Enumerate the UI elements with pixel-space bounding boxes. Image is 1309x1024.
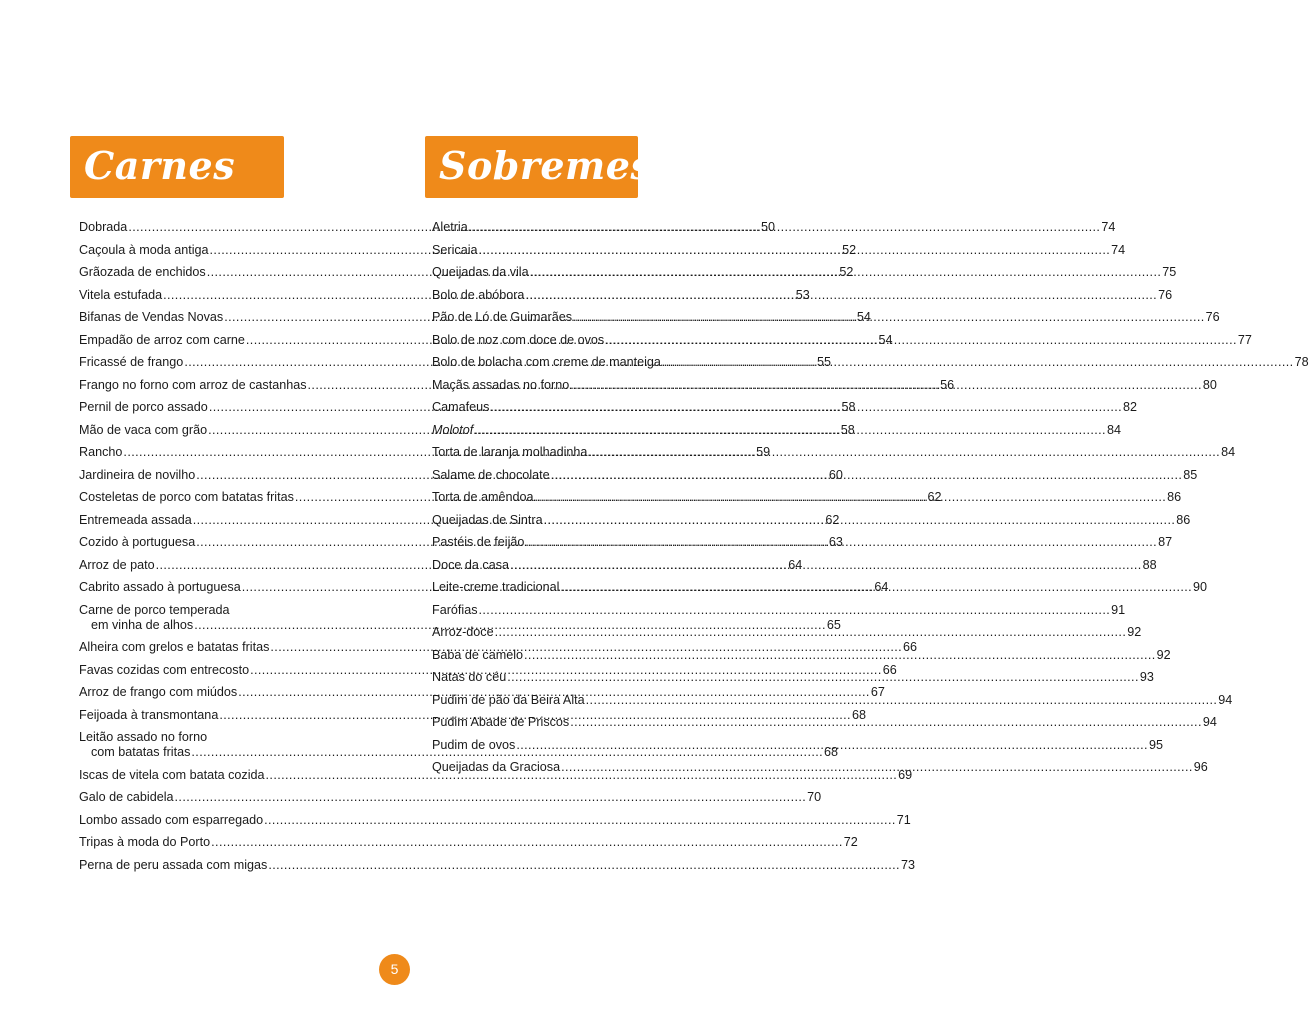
toc-entry: [79, 857, 915, 881]
toc-entry-page: 59: [756, 445, 771, 459]
toc-leader-dots: [510, 558, 1142, 573]
toc-leader-dots: [561, 760, 1193, 775]
toc-entry-name: Caçoula à moda antiga: [79, 242, 209, 257]
toc-leader-dots: [551, 468, 1183, 483]
toc-entry-name: Arroz-doce: [432, 625, 494, 639]
toc-leader-dots: [588, 445, 1220, 460]
toc-entry-name: Sericaia: [432, 242, 478, 257]
toc-entry-page: 66: [882, 662, 897, 677]
toc-entry-name: Bolo de bolacha com creme de manteiga: [432, 355, 661, 369]
toc-entry-name: Queijadas da vila: [432, 265, 529, 279]
toc-leader-dots: [570, 378, 1202, 393]
toc-entry-name: Carne de porco temperada: [79, 602, 230, 617]
toc-entry-page: 66: [903, 640, 918, 654]
toc-leader-dots: [544, 513, 1176, 528]
toc-entry-name: Favas cozidas com entrecosto: [79, 662, 250, 677]
toc-entry-page: 90: [1193, 580, 1208, 594]
toc-leader-dots: [490, 400, 1122, 415]
toc-entry-page: 93: [1139, 670, 1154, 684]
toc-entry-name: Queijadas de Sintra: [432, 512, 543, 527]
toc-entry-page: 77: [1237, 332, 1252, 347]
toc-entry-page: 67: [870, 685, 885, 699]
toc-entry-name-continued: em vinha de alhos: [91, 617, 194, 632]
toc-entry-name: Natas do céu: [432, 670, 507, 684]
toc-entry-page: 55: [816, 355, 831, 369]
toc-entry-page: 71: [896, 812, 911, 827]
toc-entry-page: 92: [1127, 625, 1142, 639]
toc-leader-dots: [573, 310, 1205, 325]
toc-entry-name: Baba de camelo: [432, 647, 524, 662]
toc-entry-page: 54: [878, 332, 893, 347]
toc-entry-name: Fricassé de frango: [79, 355, 184, 369]
toc-entry-page: 92: [1156, 647, 1171, 662]
toc-leader-dots: [516, 738, 1148, 753]
toc-entry-page: 65: [826, 617, 841, 632]
toc-entry-name: Entremeada assada: [79, 512, 192, 527]
toc-entry-page: 85: [1183, 467, 1198, 482]
toc-entry-page: 75: [1162, 265, 1177, 279]
toc-entry-page: 80: [1202, 377, 1217, 392]
toc-entry-page: 52: [839, 265, 854, 279]
toc-entry-page: 84: [1221, 445, 1236, 459]
toc-entry-name: Bifanas de Vendas Novas: [79, 310, 224, 324]
toc-entry-name: Bolo de abóbora: [432, 287, 525, 302]
toc-entry-name: Aletria: [432, 220, 468, 234]
sobremesas-banner: [425, 136, 700, 198]
toc-entry-name: Lombo assado com esparregado: [79, 812, 264, 827]
toc-entry-name: Leitão assado no forno: [79, 730, 208, 744]
toc-entry-name: Bolo de noz com doce de ovos: [432, 332, 605, 347]
toc-entry-name: Arroz de frango com miúdos: [79, 685, 238, 699]
toc-leader-dots: [268, 858, 900, 873]
toc-entry-page: 94: [1218, 692, 1233, 707]
toc-entry-page: 95: [1148, 737, 1163, 752]
toc-leader-dots: [530, 265, 1162, 280]
toc-entry-page: 69: [898, 767, 913, 782]
toc-entry: [79, 790, 822, 813]
toc-entry-name: Maçãs assadas no forno: [432, 377, 570, 392]
toc-entry-name: Farófias: [432, 602, 478, 617]
toc-leader-dots: [525, 288, 1157, 303]
toc-leader-dots: [495, 625, 1127, 640]
toc-entry-page: 87: [1158, 535, 1173, 549]
toc-entry-name: Pudim de pão da Beira Alta: [432, 692, 585, 707]
section-title-carnes: Carnes: [84, 143, 236, 188]
toc-entry-page: 56: [940, 377, 955, 392]
section-title-sobremesas: Sobremesas: [439, 143, 700, 188]
toc-entry-name: Alheira com grelos e batatas fritas: [79, 640, 270, 654]
toc-entry-page: 62: [927, 490, 942, 504]
toc-entry-page: 86: [1176, 512, 1191, 527]
toc-entry-name: Pão de Ló de Guimarães: [432, 310, 573, 324]
toc-entry-name: Pernil de porco assado: [79, 400, 208, 414]
toc-entry-name: Iscas de vitela com batata cozida: [79, 767, 265, 782]
toc-entry-page: 58: [840, 422, 855, 437]
toc-entry-page: 70: [807, 790, 822, 804]
toc-entry-page: 50: [760, 220, 775, 234]
toc-entry-page: 68: [824, 745, 839, 759]
toc-entry-name: Empadão de arroz com carne: [79, 332, 245, 347]
toc-entry-name: Pastéis de feijão: [432, 535, 525, 549]
toc-entry-name: Galo de cabidela: [79, 790, 174, 804]
toc-entry-name: Pudim Abade de Priscos: [432, 715, 570, 729]
toc-leader-dots: [264, 813, 896, 828]
toc-entry-name: Dobrada: [79, 220, 128, 234]
toc-entry-page: 96: [1193, 760, 1208, 774]
toc-entry-page: 63: [828, 535, 843, 549]
page-number-badge: 5: [379, 954, 410, 985]
toc-leader-dots: [479, 243, 1111, 258]
toc-entry-name: Feijoada à transmontana: [79, 707, 219, 722]
toc-entry-name: Grãozada de enchidos: [79, 265, 206, 279]
toc-entry-name: Torta de amêndoa: [432, 490, 534, 504]
toc-entry-page: 74: [1111, 242, 1126, 257]
toc-entry-page: 76: [1205, 310, 1220, 324]
toc-leader-dots: [507, 670, 1139, 685]
toc-entry-name: Arroz de pato: [79, 557, 155, 572]
toc-entry-page: 58: [841, 400, 856, 414]
toc-leader-dots: [605, 333, 1237, 348]
toc-entry-name: Mão de vaca com grão: [79, 422, 208, 437]
toc-entry-name: Torta de laranja molhadinha: [432, 445, 588, 459]
toc-leader-dots: [570, 715, 1202, 730]
toc-entry-name: Leite-creme tradicional: [432, 580, 560, 594]
carnes-banner: [70, 136, 284, 198]
toc-leader-dots: [535, 490, 1167, 505]
toc-entry-page: 91: [1111, 602, 1126, 617]
toc-entry-page: 68: [851, 707, 866, 722]
toc-entry-page: 72: [843, 835, 858, 849]
toc-entry-name: Pudim de ovos: [432, 737, 516, 752]
toc-entry: [79, 812, 911, 836]
toc-entry-page: 53: [795, 287, 810, 302]
toc-entry: [432, 715, 1217, 738]
toc-entry-name-continued: com batatas fritas: [91, 745, 191, 759]
toc-entry-page: 60: [828, 467, 843, 482]
toc-entry-name: Tripas à moda do Porto: [79, 835, 211, 849]
toc-entry-name: Cabrito assado à portuguesa: [79, 580, 241, 594]
toc-entry-name: Perna de peru assada com migas: [79, 857, 268, 872]
toc-entry-name: Costeletas de porco com batatas fritas: [79, 490, 294, 504]
toc-leader-dots: [469, 220, 1101, 235]
toc-entry: [79, 835, 858, 858]
toc-leader-dots: [175, 790, 807, 805]
toc-leader-dots: [211, 835, 843, 850]
toc-entry-page: 73: [900, 857, 915, 872]
toc-leader-dots: [479, 603, 1111, 618]
toc-leader-dots: [560, 580, 1192, 595]
toc-entry-page: 64: [874, 580, 889, 594]
toc-entry-name: Doce da casa: [432, 557, 510, 572]
toc-leader-dots: [474, 423, 1106, 438]
toc-entry-name: Queijadas da Graciosa: [432, 760, 561, 774]
toc-leader-dots: [662, 355, 1294, 370]
toc-leader-dots: [525, 535, 1157, 550]
toc-entry-name: Frango no forno com arroz de castanhas: [79, 377, 307, 392]
toc-entry-name: Vitela estufada: [79, 287, 163, 302]
toc-entry-page: 78: [1294, 355, 1309, 369]
toc-entry-page: 82: [1123, 400, 1138, 414]
toc-entry-page: 84: [1106, 422, 1121, 437]
toc-leader-dots: [524, 648, 1156, 663]
toc-entry-page: 64: [788, 557, 803, 572]
toc-entry-page: 76: [1158, 287, 1173, 302]
toc-entry-name: Rancho: [79, 445, 123, 459]
toc-entry-name: Cozido à portuguesa: [79, 535, 196, 549]
toc-entry-name: Molotof: [432, 422, 474, 437]
toc-entry-page: 94: [1202, 715, 1217, 729]
toc-entry-name: Camafeus: [432, 400, 490, 414]
toc-entry-page: 74: [1101, 220, 1116, 234]
toc-entry-name: Salame de chocolate: [432, 467, 550, 482]
toc-entry-page: 88: [1142, 557, 1157, 572]
toc-leader-dots: [586, 693, 1218, 708]
toc-entry-name: Jardineira de novilho: [79, 467, 196, 482]
toc-entry-page: 86: [1167, 490, 1182, 504]
toc-entry-page: 52: [842, 242, 857, 257]
toc-entry-page: 54: [856, 310, 871, 324]
toc-entry-page: 62: [825, 512, 840, 527]
